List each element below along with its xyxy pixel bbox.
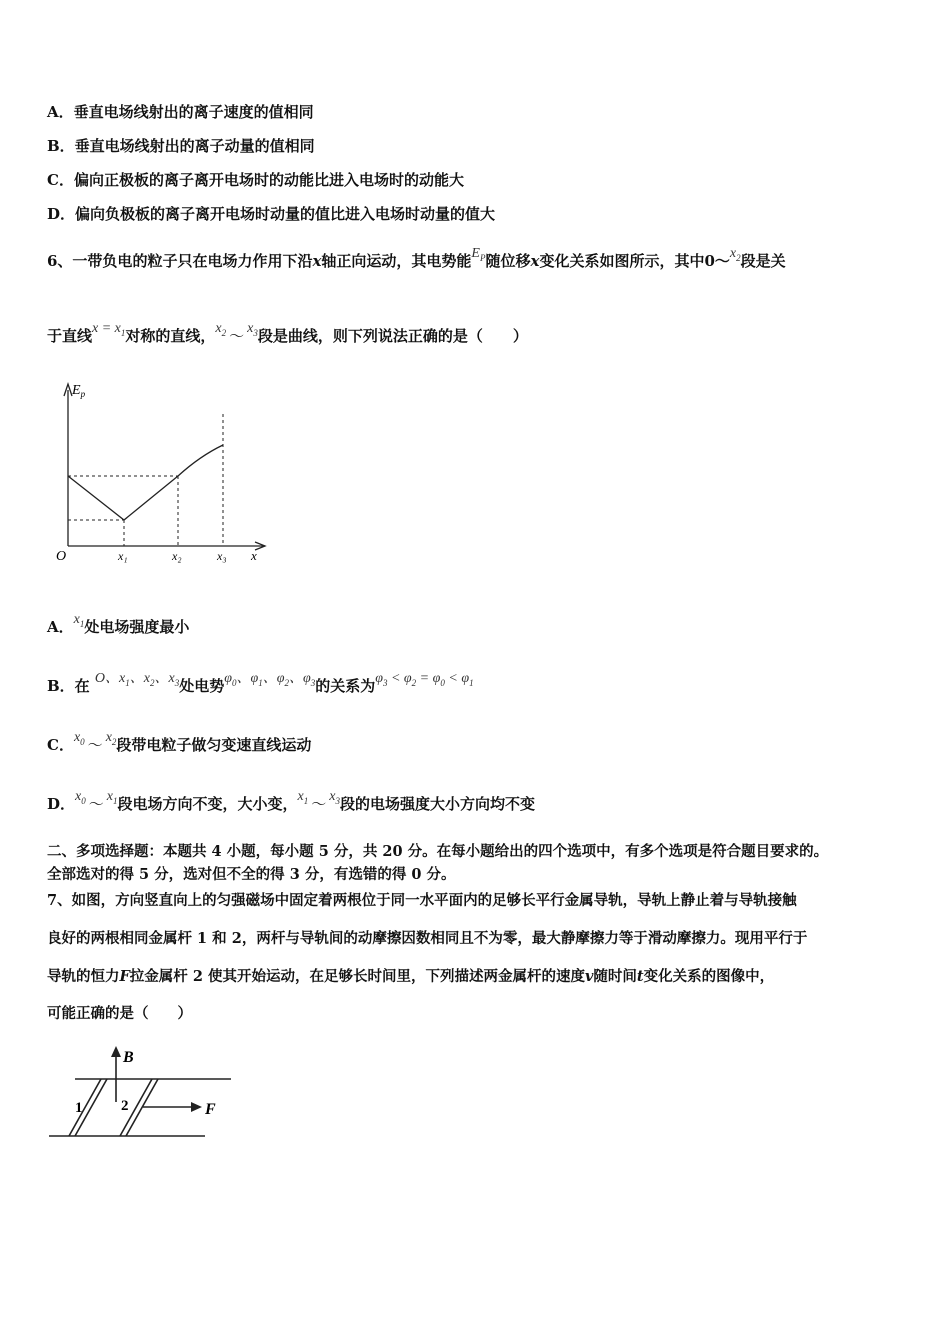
q6-stem-line1: 6、一带负电的粒子只在电场力作用下沿x轴正向运动，其电势能$E_P$随位移x变化关系如图所示，其中$0\sim x_2$段是关 bbox=[47, 246, 786, 270]
tick-x3: x₃ bbox=[217, 549, 227, 563]
q5-option-d: D．偏向负极板的离子离开电场时动量的值比进入电场时动量的值大 bbox=[47, 205, 496, 223]
tick-x2: x₂ bbox=[172, 549, 182, 563]
q7-line3: 导轨的恒力F拉金属杆 2 使其开始运动，在足够长时间里，下列描述两金属杆的速度v随时间t变化关系的图像中， bbox=[47, 968, 775, 985]
ep-curve-segment bbox=[178, 445, 223, 476]
b-label: B bbox=[123, 1049, 134, 1066]
q5-option-b: B．垂直电场线射出的离子动量的值相同 bbox=[47, 137, 315, 155]
q7-line2: 良好的两根相同金属杆 1 和 2，两杆与导轨间的动摩擦因数相同且不为零，最大静摩擦力等于滑动摩擦力。现用平行于 bbox=[47, 930, 808, 947]
rod-2-label: 2 bbox=[121, 1098, 129, 1114]
q5-option-c: C．偏向正极板的离子离开电场时的动能比进入电场时的动能大 bbox=[47, 171, 464, 189]
q6-option-a: A．$x_1$处电场强度最小 bbox=[47, 612, 190, 636]
ep-line-segment bbox=[68, 476, 178, 520]
q6-ep-graph bbox=[50, 370, 280, 580]
q6-option-b: B．在 O、$x_1$、$x_2$、$x_3$处电势$\varphi_0$、$\varphi_1$、$\varphi_2$、$\varphi_3$的关系为$\varphi_3 < \varphi_2 = \varphi_0 < \varphi_1$ bbox=[47, 671, 474, 695]
section2-line2: 全部选对的得 5 分，选对但不全的得 3 分，有选错的得 0 分。 bbox=[47, 866, 456, 883]
q7-line4: 可能正确的是（ ） bbox=[47, 1005, 192, 1022]
f-label: F bbox=[205, 1101, 216, 1118]
q6-option-c: C．$x_0$ ～ $x_2$段带电粒子做匀变速直线运动 bbox=[47, 730, 312, 754]
q6-option-d: D．$x_0$ ～ $x_1$段电场方向不变，大小变，$x_1$ ～ $x_3$段的电场强度大小方向均不变 bbox=[47, 789, 535, 813]
q5-option-a: A．垂直电场线射出的离子速度的值相同 bbox=[47, 103, 314, 121]
section2-line1: 二、多项选择题：本题共 4 小题，每小题 5 分，共 20 分。在每小题给出的四个选项中，有多个选项是符合题目要求的。 bbox=[47, 843, 829, 860]
q6-stem-line2: 于直线$x = x_1$对称的直线，$x_2$ ～ $x_3$段是曲线，则下列说法正确的是（ ） bbox=[47, 321, 528, 345]
rod-1-a bbox=[69, 1079, 101, 1136]
tick-x1: x₁ bbox=[118, 549, 128, 563]
origin-label: O bbox=[56, 549, 67, 564]
xlabel: x bbox=[251, 548, 257, 563]
ylabel: $E_p$ bbox=[72, 383, 86, 399]
q7-rails-figure bbox=[45, 1040, 245, 1150]
rod-1-label: 1 bbox=[75, 1100, 83, 1116]
ep-symbol: $E_P$ bbox=[471, 246, 486, 263]
q7-line1: 7、如图，方向竖直向上的匀强磁场中固定着两根位于同一水平面内的足够长平行金属导轨，导轨上静止着与导轨接触 bbox=[47, 892, 797, 909]
